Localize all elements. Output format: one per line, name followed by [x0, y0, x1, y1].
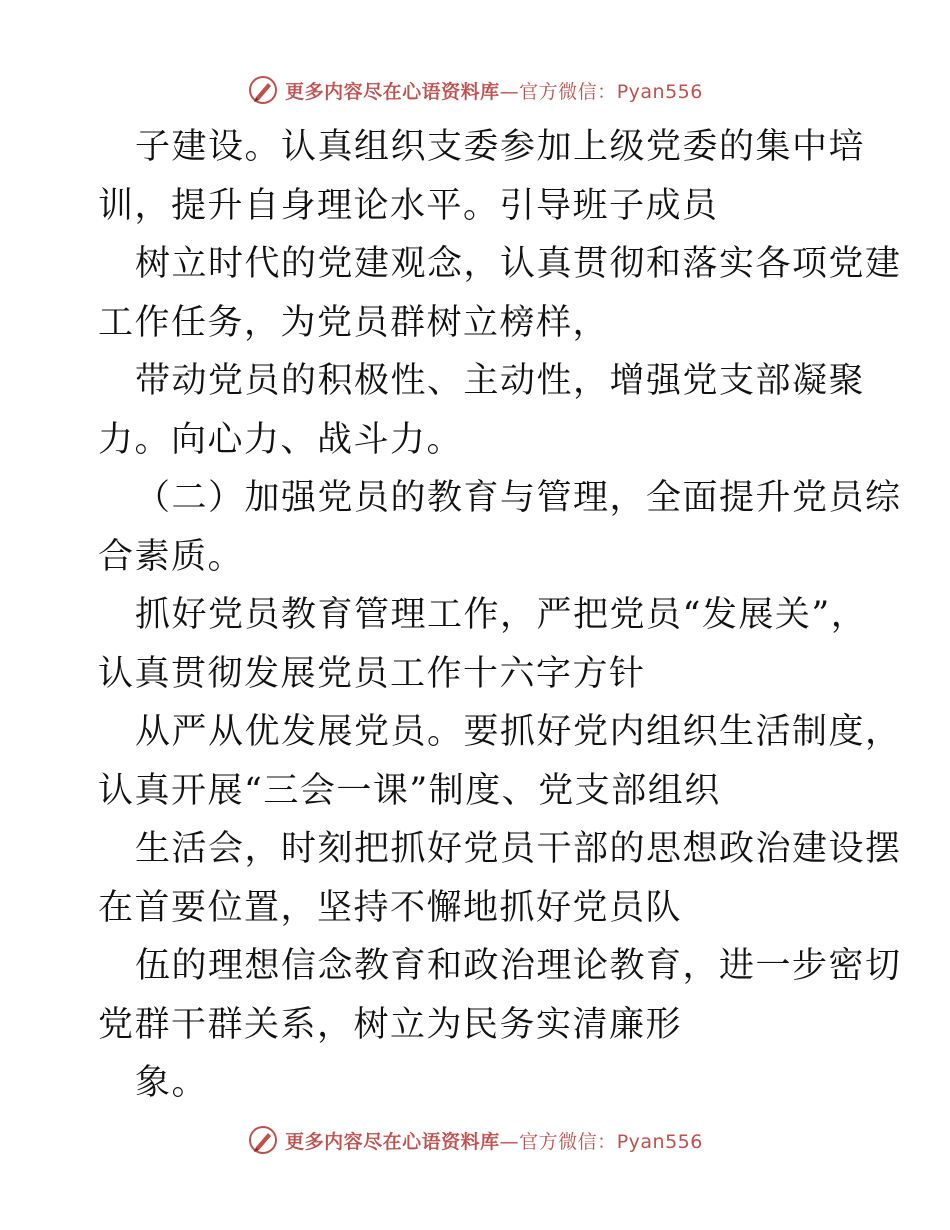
body-line: 合素质。: [98, 536, 245, 577]
body-line: 训，提升自身理论水平。引导班子成员: [98, 185, 719, 226]
body-line: 树立时代的党建观念，认真贯彻和落实各项党建: [135, 244, 902, 284]
body-line: 认真开展“三会一课”制度、党支部组织: [98, 770, 721, 811]
header-banner-separator: —: [499, 80, 520, 103]
body-line: 党群干群关系，树立为民务实清廉形: [98, 1004, 683, 1045]
body-line: 伍的理想信念教育和政治理论教育，进一步密切: [135, 946, 902, 986]
body-line: 力。向心力、战斗力。: [98, 419, 464, 460]
section-heading: （二）加强党员的教育与管理，全面提升党员综: [135, 478, 902, 518]
body-line: 带动党员的积极性、主动性，增强党支部凝聚: [135, 361, 866, 401]
footer-banner-wechat-id: Pyan556: [616, 1130, 703, 1153]
body-line: 工作任务，为党员群树立榜样，: [98, 302, 610, 343]
footer-banner-text: [285, 1127, 703, 1154]
body-line: 认真贯彻发展党员工作十六字方针: [98, 653, 646, 694]
document-body: [98, 118, 902, 1113]
footer-banner-main: 更多内容尽在心语资料库: [285, 1130, 500, 1153]
body-line: 抓好党员教育管理工作，严把党员“发展关”，: [135, 595, 868, 635]
pen-logo-icon: [247, 74, 279, 106]
body-line: 象。: [135, 1063, 209, 1103]
footer-banner-separator: —: [499, 1130, 520, 1153]
body-line: 生活会，时刻把抓好党员干部的思想政治建设摆: [135, 829, 902, 869]
header-banner-main: 更多内容尽在心语资料库: [285, 80, 500, 103]
header-banner-official: 官方微信：: [519, 80, 617, 103]
body-line: 在首要位置，坚持不懈地抓好党员队: [98, 887, 683, 928]
footer-banner-official: 官方微信：: [519, 1130, 617, 1153]
header-banner-wechat-id: Pyan556: [616, 80, 703, 103]
body-line: 从严从优发展党员。要抓好党内组织生活制度，: [135, 712, 902, 752]
footer-banner: [0, 1120, 950, 1160]
header-banner: [0, 70, 950, 110]
body-line: 子建设。认真组织支委参加上级党委的集中培: [135, 127, 866, 167]
header-banner-text: [285, 77, 703, 104]
pen-logo-icon: [247, 1124, 279, 1156]
